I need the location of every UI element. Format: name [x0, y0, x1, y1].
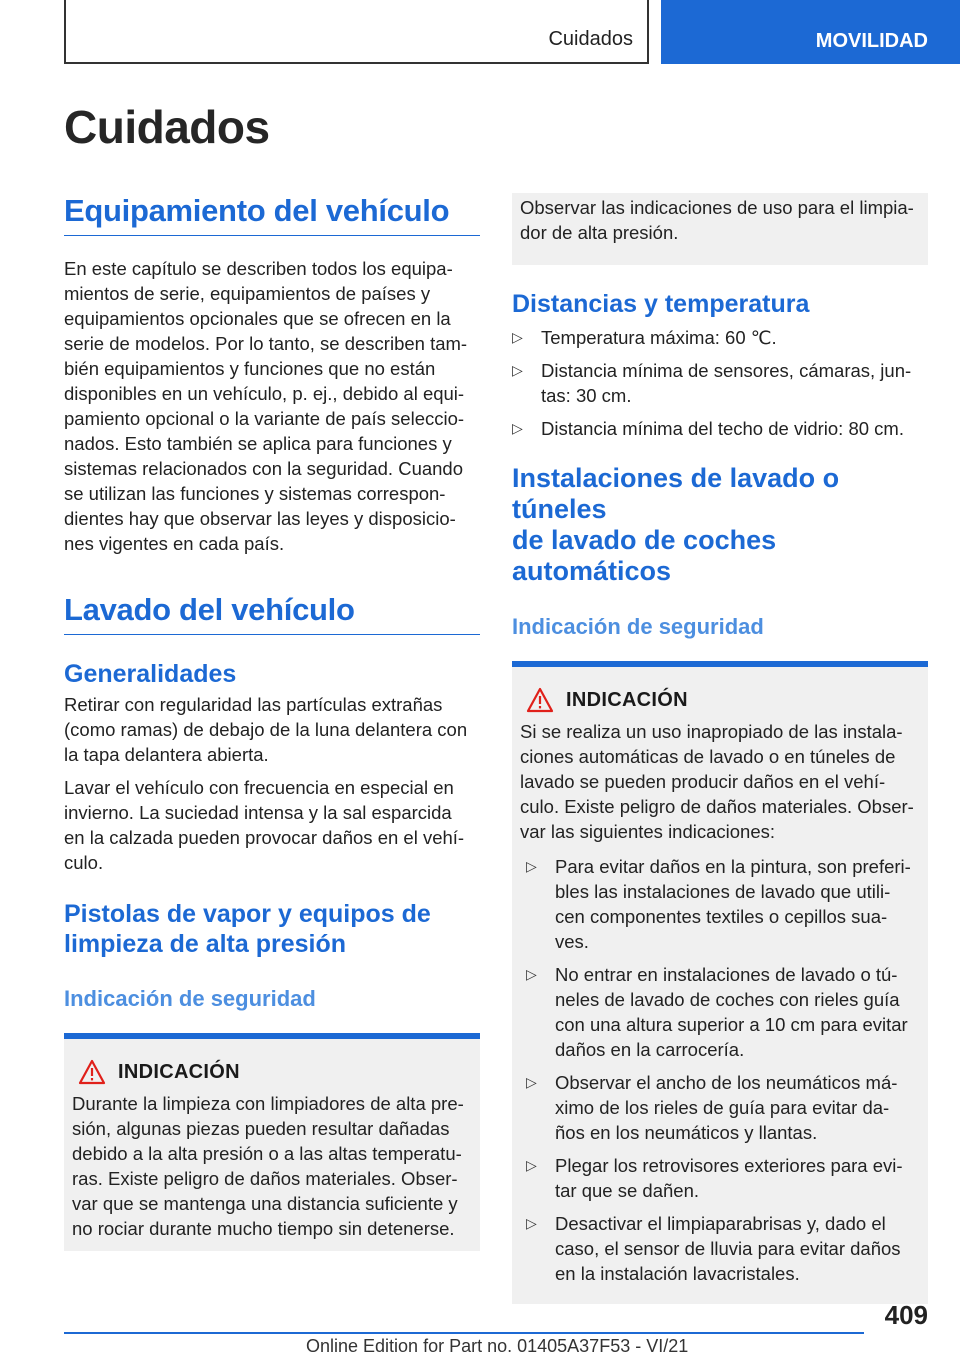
list-item	[512, 325, 928, 350]
list-item	[512, 358, 928, 408]
text-line: dor de alta presión.	[520, 222, 679, 243]
list-item-line: ximo de los rieles de guía para evitar da-	[555, 1097, 890, 1118]
page-number: 409	[884, 1300, 928, 1330]
text-line: debido a la alta presión o a las altas temperatu-	[72, 1143, 462, 1164]
heading-safety-note-right: Indicación de seguridad	[512, 614, 764, 639]
distances-list	[512, 325, 928, 441]
text-line: Pistolas de vapor y equipos de	[64, 900, 431, 928]
right-column	[512, 193, 928, 1304]
list-item-line: Para evitar daños en la pintura, son preferi-	[555, 856, 911, 877]
notice-box-right	[512, 661, 928, 1304]
list-item	[526, 854, 920, 954]
triangle-right-icon: ▷	[512, 362, 523, 378]
notice-text	[72, 1091, 472, 1241]
running-header-section	[64, 0, 649, 64]
text-line: Retirar con regularidad las partículas extrañas	[64, 694, 443, 715]
list-item-line: en la instalación lavacristales.	[555, 1263, 800, 1284]
text-line: serie de modelos. Por lo tanto, se describen tam-	[64, 333, 468, 354]
carwash-list	[520, 854, 920, 1286]
heading-equipment: Equipamiento del vehículo	[64, 193, 480, 236]
general-paragraph-2	[64, 775, 480, 875]
text-line: nados. Esto también se aplica para funciones y	[64, 433, 452, 454]
list-item-line: tar que se dañen.	[555, 1180, 699, 1201]
list-item	[526, 1153, 920, 1203]
heading-safety-note-left: Indicación de seguridad	[64, 986, 316, 1011]
triangle-right-icon: ▷	[526, 966, 537, 982]
heading-steam-cleaners	[64, 899, 480, 959]
equipment-paragraph	[64, 256, 480, 556]
list-item	[526, 1211, 920, 1286]
list-item	[526, 1070, 920, 1145]
text-line: mientos de serie, equipamientos de países y	[64, 283, 431, 304]
left-column	[64, 193, 480, 1251]
text-line: Lavar el vehículo con frecuencia en especial en	[64, 777, 454, 798]
notice-header	[520, 687, 920, 713]
list-item	[512, 416, 928, 441]
text-line: sión, algunas piezas pueden resultar dañadas	[72, 1118, 450, 1139]
text-line: En este capítulo se describen todos los equipa-	[64, 258, 453, 279]
triangle-right-icon: ▷	[526, 1074, 537, 1090]
text-line: bién equipamientos y funciones que no están	[64, 358, 436, 379]
heading-general: Generalidades	[64, 660, 237, 688]
warning-triangle-icon	[78, 1059, 106, 1085]
general-paragraph-1	[64, 692, 480, 767]
list-item-line: cen componentes textiles o cepillos sua-	[555, 906, 888, 927]
text-line: Durante la limpieza con limpiadores de alta pre-	[72, 1093, 464, 1114]
list-item-line: No entrar en instalaciones de lavado o tú-	[555, 964, 898, 985]
list-item	[526, 962, 920, 1062]
text-line: Instalaciones de lavado o túneles	[512, 463, 840, 524]
triangle-right-icon: ▷	[526, 1215, 537, 1231]
list-item-line: Desactivar el limpiaparabrisas y, dado el	[555, 1213, 886, 1234]
list-item-line: ves.	[555, 931, 589, 952]
list-item-line: Distancia mínima de sensores, cámaras, jun-	[541, 360, 912, 381]
list-item-line: daños en la carrocería.	[555, 1039, 745, 1060]
text-line: culo.	[64, 852, 104, 873]
text-line: (como ramas) de debajo de la luna delantera con	[64, 719, 468, 740]
text-line: de lavado de coches automáticos	[512, 525, 777, 586]
list-item-line: Distancia mínima del techo de vidrio: 80 cm.	[541, 418, 904, 439]
text-line: se utilizan las funciones y sistemas correspon-	[64, 483, 446, 504]
triangle-right-icon: ▷	[512, 420, 523, 436]
heading-washing: Lavado del vehículo	[64, 592, 480, 635]
text-line: ciones automáticas de lavado o en túneles de	[520, 746, 896, 767]
text-line: en la calzada pueden provocar daños en el vehí-	[64, 827, 465, 848]
text-line: culo. Existe peligro de daños materiales. Obser-	[520, 796, 914, 817]
footer-rule	[64, 1332, 864, 1334]
list-item-line: Plegar los retrovisores exteriores para evi-	[555, 1155, 903, 1176]
text-line: var que se mantenga una distancia suficiente y	[72, 1193, 458, 1214]
edition-text: Online Edition for Part no. 01405A37F53 - VI/21	[306, 1336, 689, 1356]
section-label: Cuidados	[548, 28, 633, 50]
list-item-line: ños en los neumáticos y llantas.	[555, 1122, 818, 1143]
text-line: limpieza de alta presión	[64, 930, 347, 958]
text-line: nes vigentes en cada país.	[64, 533, 285, 554]
page-title: Cuidados	[64, 101, 270, 153]
list-item-line: caso, el sensor de lluvia para evitar daños	[555, 1238, 901, 1259]
list-item-line: bles las instalaciones de lavado que utili-	[555, 881, 891, 902]
text-line: Si se realiza un uso inapropiado de las instala-	[520, 721, 903, 742]
text-line: Observar las indicaciones de uso para el limpia-	[520, 197, 914, 218]
notice-box-continued	[512, 193, 928, 265]
text-line: ras. Existe peligro de daños materiales. Obser-	[72, 1168, 458, 1189]
list-item-line: con una altura superior a 10 cm para evitar	[555, 1014, 908, 1035]
warning-triangle-icon	[526, 687, 554, 713]
text-line: invierno. La suciedad intensa y la sal esparcida	[64, 802, 452, 823]
list-item-line: neles de lavado de coches con rieles guía	[555, 989, 900, 1010]
triangle-right-icon: ▷	[526, 1157, 537, 1173]
text-line: dientes hay que observar las leyes y disposicio-	[64, 508, 456, 529]
triangle-right-icon: ▷	[512, 329, 523, 345]
running-header-chapter-tab	[661, 0, 960, 64]
triangle-right-icon: ▷	[526, 858, 537, 874]
text-line: disponibles en un vehículo, p. ej., debido al equi-	[64, 383, 465, 404]
text-line: sistemas relacionados con la seguridad. Cuando	[64, 458, 464, 479]
list-item-line: Temperatura máxima: 60 ℃.	[541, 327, 777, 348]
chapter-label: MOVILIDAD	[815, 30, 928, 52]
text-line: pamiento opcional o la variante de país seleccio-	[64, 408, 465, 429]
notice-label: INDICACIÓN	[566, 688, 688, 711]
heading-distances: Distancias y temperatura	[512, 290, 810, 318]
text-line: la tapa delantera abierta.	[64, 744, 269, 765]
notice-header	[72, 1059, 472, 1085]
text-line: no rociar durante mucho tiempo sin detenerse.	[72, 1218, 455, 1239]
notice-label: INDICACIÓN	[118, 1060, 240, 1083]
list-item-line: Observar el ancho de los neumáticos má-	[555, 1072, 898, 1093]
text-line: equipamientos opcionales que se ofrecen en la	[64, 308, 451, 329]
list-item-line: tas: 30 cm.	[541, 385, 632, 406]
text-line: var las siguientes indicaciones:	[520, 821, 776, 842]
heading-carwash	[512, 463, 928, 587]
text-line: lavado se pueden producir daños en el vehí-	[520, 771, 886, 792]
notice-continued-text	[520, 195, 920, 245]
notice-text	[520, 719, 920, 844]
notice-box-left	[64, 1033, 480, 1251]
